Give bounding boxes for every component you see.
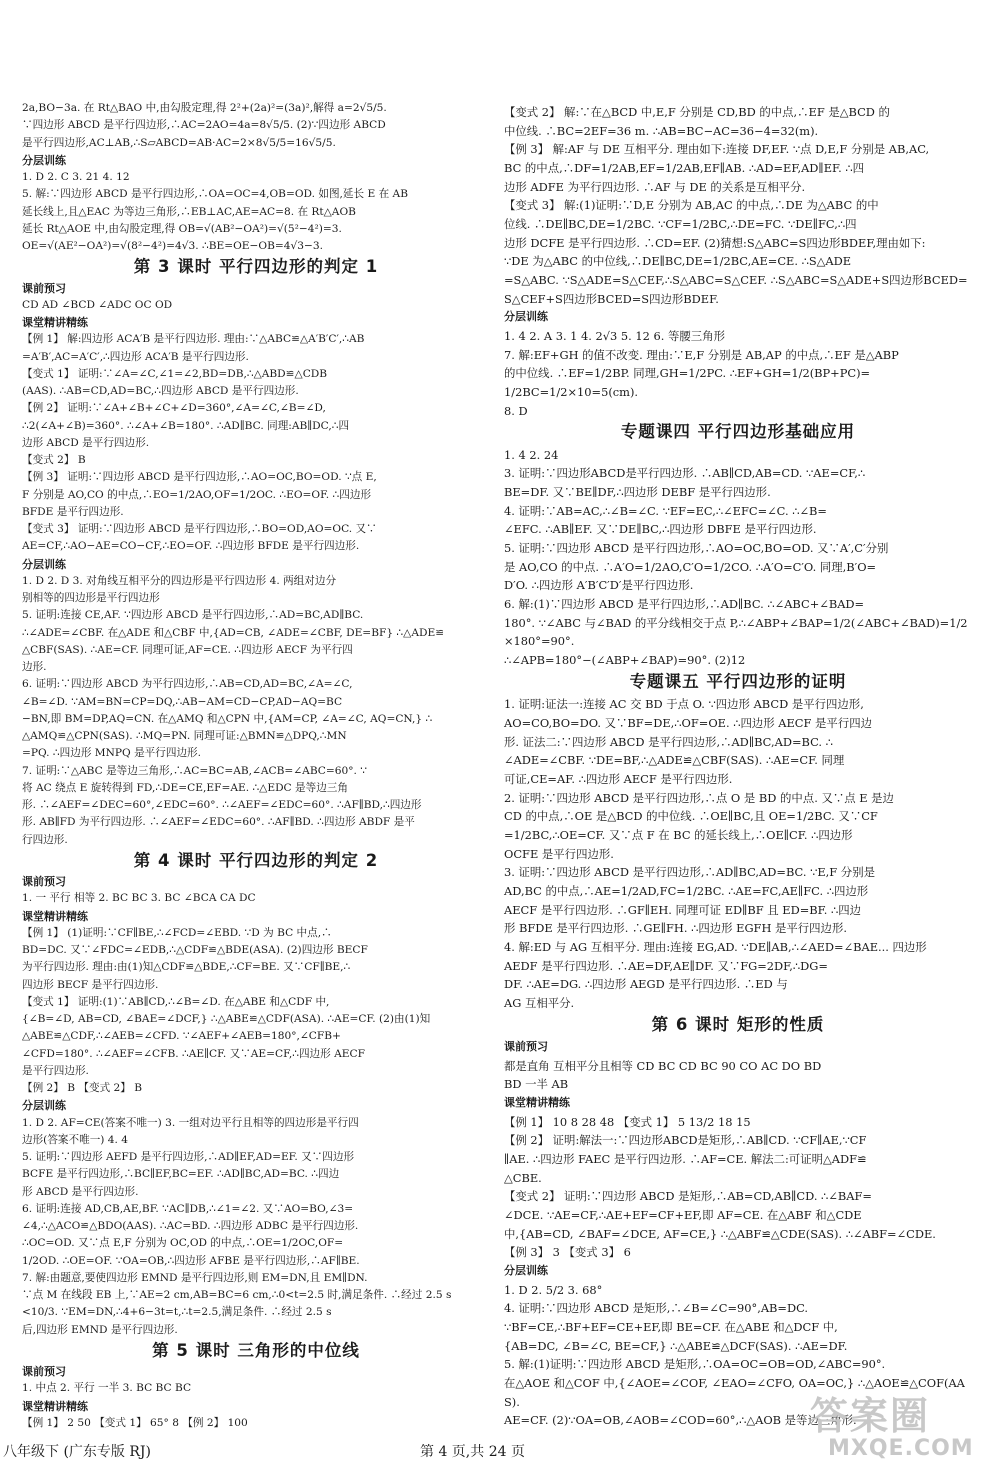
answer-line: 【变式 2】 解:∵在△BCD 中,E,F 分别是 CD,BD 的中点,∴EF 是△BCD 的 — [504, 105, 890, 119]
answer-line: 7. 解:EF+GH 的值不改变. 理由:∵E,F 分别是 AB,AP 的中点,∴EF 是△ABP — [504, 347, 899, 362]
answer-line: CD AD ∠BCD ∠ADC OC OD — [22, 298, 173, 311]
answer-line: 7. 证明:∵△ABC 是等边三角形,∴AC=BC=AB,∠ACB=∠ABC=60°. ∵ — [22, 764, 368, 777]
answer-line: 【变式 3】 证明:∵四边形 ABCD 是平行四边形,∴BO=OD,AO=OC. 又∵ — [22, 523, 377, 535]
answer-line: 后,四边形 EMND 是平行四边形. — [22, 1323, 178, 1336]
answer-line: BCFE 是平行四边形,∴BC∥EF,BC=EF. ∴AD∥BC,AD=BC. ∴四边 — [22, 1168, 340, 1181]
lesson-heading: 第 6 课时 矩形的性质 — [651, 1014, 825, 1034]
answer-line: 边形 DCFE 是平行四边形. ∴CD=EF. (2)猜想:S△ABC=S四边形BDEF,理由如下: — [504, 235, 926, 250]
answer-line: 1/2BC=1/2×10=5(cm). — [504, 384, 639, 399]
answer-line: 1/2OD. ∴OE=OF. ∵OA=OB,∴四边形 AFBE 是平行四边形,∴AF∥BE. — [22, 1254, 360, 1267]
section-label: 分层训练 — [504, 310, 548, 324]
answer-line: 4. 证明:∵四边形 ABCD 是矩形,∴∠B=∠C=90°,AB=DC. — [504, 1301, 809, 1316]
answer-line: 【例 2】 B 【变式 2】 B — [22, 1082, 143, 1094]
answer-line: 6. 证明:连接 AD,CB,AE,BF. ∵AC∥DB,∴∠1=∠2. 又∵AO=BO,∠3= — [22, 1202, 354, 1215]
answer-line: ∠B=∠D. ∵AM=BN=CP=DQ,∴AB−AM=CD−CP,AD−AQ=BC — [22, 695, 343, 708]
answer-line: 形 BFDE 是平行四边形. ∴GE∥FH. ∴四边形 EGFH 是平行四边形. — [504, 921, 847, 936]
answer-line: =1/2BC,∴OE=CF. 又∵点 F 在 BC 的延长线上,∴OE∥CF. ∴四边形 — [504, 827, 853, 842]
answer-line: 1. D 2. 5/2 3. 68° — [504, 1282, 603, 1297]
answer-line: 是平行四边形,AC⊥AB,∴S▱ABCD=AB·AC=2×8√5/5=16√5/5. — [22, 136, 336, 149]
answer-line: ∴2(∠A+∠B)=360°. ∴∠A+∠B=180°. ∴AD∥BC. 同理:AB∥DC,∴四 — [22, 419, 350, 432]
answer-line: 1. 一 平行 相等 2. BC BC 3. BC ∠BCA CA DC — [22, 892, 256, 905]
answer-line: △AMQ≌△CPN(SAS). ∴MQ=PN. 同理可证:△BMN≌△DPQ,∴MN — [22, 730, 347, 742]
answer-line: 1. 中点 2. 平行 一半 3. BC BC BC — [22, 1382, 192, 1395]
answer-line: 为平行四边形. 理由:由(1)知△CDF≌△BDE,∴CF=BE. 又∵CF∥BE,∴ — [22, 961, 351, 974]
answer-line: ∵点 M 在线段 EB 上,∵AE=2 cm,AB=BC=6 cm,∴0<t=2.5 时,满足条件. ∴经过 2.5 s — [22, 1289, 452, 1301]
answer-line: =PQ. ∴四边形 MNPQ 是平行四边形. — [22, 747, 202, 760]
answer-line: {AB=DC, ∠B=∠C, BE=CF,} ∴△ABE≌△DCF(SAS). ∴AE=DF. — [504, 1338, 848, 1353]
section-label: 课前预习 — [22, 875, 66, 888]
answer-line: 边形(答案不唯一) 4. 4 — [22, 1133, 129, 1146]
answer-line: 【例 2】 证明:∵∠A+∠B+∠C+∠D=360°,∠A=∠C,∠B=∠D, — [22, 402, 326, 415]
answer-line: 四边形 BECF 是平行四边形. — [22, 978, 159, 991]
section-label: 分层训练 — [22, 557, 66, 571]
answer-line: 4. 证明:∵AB=AC,∴∠B=∠C. ∵EF=EC,∴∠EFC=∠C. ∴∠B= — [504, 503, 827, 518]
answer-line: ∴OC=OD. 又∵点 E,F 分别为 OC,OD 的中点,∴OE=1/2OC,OF= — [22, 1237, 344, 1250]
answer-line: 【例 3】 解:AF 与 DE 互相平分. 理由如下:连接 DF,EF. ∵点 D,E,F 分别是 AB,AC, — [504, 142, 930, 157]
answer-line: 【变式 1】 证明:(1)∵AB∥CD,∴∠B=∠D. 在△ABE 和△CDF 中, — [22, 995, 330, 1008]
answer-line: =A′B′,AC=A′C′,∴四边形 ACA′B 是平行四边形. — [22, 350, 249, 363]
answer-line: AG 互相平分. — [504, 995, 575, 1010]
answer-line: 1. 4 2. A 3. 1 4. 2√3 5. 12 6. 等腰三角形 — [504, 328, 725, 343]
answer-line: AD,BC 的中点,∴AE=1/2AD,FC=1/2BC. ∴AE=FC,AE∥FC. ∴四边形 — [504, 883, 869, 898]
answer-line: ∠CFD=180°. ∴∠AEF=∠CFB. ∴AE∥CF. 又∵AE=CF,∴四边形 AECF — [22, 1047, 365, 1060]
answer-line: AEDF 是平行四边形. ∴AE=DF,AE∥DF. 又∵FG=2DF,∴DG= — [504, 958, 828, 973]
answer-line: OCFE 是平行四边形. — [504, 846, 614, 861]
answer-line: ∠ADE=∠CBF. ∵DE=BF,∴△ADE≌△CBF(SAS). ∴AE=CF. 同理 — [504, 753, 845, 768]
lesson-heading: 第 4 课时 平行四边形的判定 2 — [133, 850, 379, 870]
footer-page-number: 第 4 页,共 24 页 — [420, 1444, 525, 1460]
answer-line: 1. 4 2. 24 — [504, 447, 559, 462]
answer-line: F 分别是 AO,CO 的中点,∴EO=1/2AO,OF=1/2OC. ∴EO=OF. ∴四边形 — [22, 488, 372, 501]
answer-line: ∵DE 为△ABC 的中位线,∴DE∥BC,DE=1/2BC,AE=CE. ∴S△ADE — [504, 254, 852, 269]
answer-line: 1. D 2. C 3. 21 4. 12 — [22, 171, 130, 183]
answer-line: 4. 解:ED 与 AG 互相平分. 理由:连接 EG,AD. ∵DE∥AB,∴∠AED=∠BAE... 四边形 — [504, 939, 927, 954]
answer-line: BD 一半 AB — [504, 1077, 569, 1092]
answer-line: 将 AC 绕点 E 旋转得到 FD,∴DE=CE,EF=AE. ∴△EDC 是等边三角 — [22, 781, 348, 794]
answer-line: ∠4,∴△ACO≌△BDO(AAS). ∴AC=BD. ∴四边形 ADBC 是平行四边形. — [22, 1220, 359, 1232]
answer-line: 形. AB∥FD 为平行四边形. ∴∠AEF=∠EDC=60°. ∴AF∥BD. ∴四边形 ABDF 是平 — [22, 816, 415, 829]
answer-line: 在△AOE 和△COF 中,{∠AOE=∠COF, ∠EAO=∠CFO, OA=OC,} ∴△AOE≌△COF(AAS). — [504, 1375, 965, 1409]
section-label: 课前预习 — [22, 281, 66, 295]
answer-line: 3. 证明:∵四边形ABCD是平行四边形. ∴AB∥CD,AB=CD. ∵AE=CF,∴ — [504, 466, 866, 481]
section-label: 分层训练 — [22, 1099, 66, 1113]
answer-line: −BN,即 BM=DP,AQ=CN. 在△AMQ 和△CPN 中,{AM=CP, ∠A=∠C, AQ=CN,} ∴ — [22, 712, 433, 725]
answer-line: BC 的中点,∴DF=1/2AB,EF=1/2AB,EF∥AB. ∴AD=EF,AD∥EF. ∴四 — [504, 160, 865, 175]
answer-line: BE=DF. 又∵BE∥DF,∴四边形 DEBF 是平行四边形. — [504, 485, 771, 500]
answer-line: △CBF(SAS). ∴AE=CF. 同理可证,AF=CE. ∴四边形 AECF 为平行四 — [22, 643, 353, 656]
answer-line: AECF 是平行四边形. ∴GF∥EH. 同理可证 ED∥BF 且 ED=BF. ∴四边 — [504, 902, 862, 917]
answer-line: <10/3. ∵EM=DN,∴4+6−3t=t,∴t=2.5,满足条件. ∴经过 2.5 s — [22, 1306, 332, 1319]
answer-line: AE=CF,∴AO−AE=CO−CF,∴EO=OF. ∴四边形 BFDE 是平行四边形. — [22, 540, 360, 553]
answer-line: 5. 解:∵四边形 ABCD 是平行四边形,∴OA=OC=4,OB=OD. 如图,延长 E 在 AB — [22, 188, 408, 201]
answer-line: {∠B=∠D, AB=CD, ∠BAE=∠DCF,} ∴△ABE≌△CDF(ASA). ∴AE=CF. (2)由(1)知 — [22, 1013, 431, 1025]
answer-line: 的中位线. ∴EF=1/2BP. 同理,GH=1/2PC. ∴EF+GH=1/2(BP+PC)= — [504, 366, 871, 381]
answer-line: 边形 ADFE 为平行四边形. ∴AF 与 DE 的关系是互相平分. — [504, 179, 806, 194]
answer-line: 7. 解:由题意,要使四边形 EMND 是平行四边形,则 EM=DN,且 EM∥DN. — [22, 1271, 368, 1284]
answer-line: ∠DCE. ∵AE=CF,∴AE+EF=CF+EF,即 AF=CE. 在△ABF 和△CDE — [504, 1208, 862, 1223]
watermark-site-text: MXQE.COM — [828, 1436, 974, 1461]
answer-line: 位线. ∴DE∥BC,DE=1/2BC. ∵CF=1/2BC,∴DE=FC. ∵DE∥FC,∴四 — [504, 216, 857, 231]
answer-line: ∴∠ADE=∠CBF. 在△ADE 和△CBF 中,{AD=CB, ∠ADE=∠CBF, DE=BF} ∴△ADE≌ — [22, 626, 445, 639]
section-label: 分层训练 — [504, 1264, 548, 1278]
answer-line: 别相等的四边形是平行四边形 — [22, 592, 160, 604]
answer-line: ∴∠APB=180°−(∠ABP+∠BAP)=90°. (2)12 — [504, 653, 746, 668]
answer-line: OE=√(AE²−OA²)=√(8²−4²)=4√3. ∴BE=OE−OB=4√3−3. — [22, 240, 323, 252]
section-label: 课堂精讲精练 — [504, 1096, 570, 1110]
answer-line: D′O. ∴四边形 A′B′C′D′是平行四边形. — [504, 578, 694, 593]
answer-line: 1. 证明:证法一:连接 AC 交 BD 于点 O. ∵四边形 ABCD 是平行四边形, — [504, 697, 864, 712]
answer-line: 中位线. ∴BC=2EF=36 m. ∴AB=BC−AC=36−4=32(m). — [504, 123, 819, 138]
answer-line: 行四边形. — [22, 833, 68, 846]
right-column — [504, 103, 972, 1430]
answer-line: 180°. ∵∠ABC 与∠BAD 的平分线相交于点 P,∴∠ABP+∠BAP=1/2(∠ABC+∠BAD)=1/2×180°=90°. — [504, 615, 968, 649]
answer-line: 中,{AB=CD, ∠BAF=∠DCE, AF=CE,} ∴△ABF≌△CDE(SAS). ∴∠ABF=∠CDE. — [504, 1226, 936, 1241]
answer-line: 5. 证明:连接 CE,AF. ∵四边形 ABCD 是平行四边形,∴AD=BC,AD∥BC. — [22, 609, 364, 622]
answer-line: 6. 证明:∵四边形 ABCD 为平行四边形,∴AB=CD,AD=BC,∠A=∠C, — [22, 678, 353, 691]
section-label: 课堂精讲精练 — [22, 316, 88, 329]
answer-line: 延长 Rt△AOE 中,由勾股定理,得 OB=√(AB²−OA²)=√(5²−4²)=3. — [22, 222, 342, 235]
answer-line: 8. D — [504, 403, 528, 418]
answer-line: 形 ABCD 是平行四边形. — [22, 1185, 139, 1198]
left-column — [22, 100, 490, 1432]
answer-line: 5. 解:(1)证明:∵四边形 ABCD 是矩形,∴OA=OC=OB=OD,∠ABC=90°. — [504, 1357, 886, 1372]
answer-line: (AAS). ∴AB=CD,AD=BC,∴四边形 ABCD 是平行四边形. — [22, 385, 299, 397]
answer-line: =S△ABC. ∵S△ADE=S△CEF,∴S△ABC=S△CEF. ∴S△ABC=S△ADE+S四边形BCED=S△CEF+S四边形BCED=S四边形BDEF. — [504, 272, 968, 306]
answer-line: 【变式 2】 证明:∵四边形 ABCD 是矩形,∴AB=CD,AB∥CD. ∴∠BAF= — [504, 1189, 872, 1204]
answer-line: 【变式 3】 解:(1)证明:∵D,E 分别为 AB,AC 的中点,∴DE 为△ABC 的中 — [504, 198, 879, 213]
answer-line: 【例 3】 证明:∵四边形 ABCD 是平行四边形,∴AO=OC,BO=OD. ∵点 E, — [22, 471, 377, 484]
answer-line: 延长线上,且△EAC 为等边三角形,∴EB⊥AC,AE=AC=8. 在 Rt△AOB — [22, 205, 356, 218]
answer-line: △ABE≌△CDF,∴∠AEB=∠CFD. ∵∠AEF+∠AEB=180°,∠CFB+ — [22, 1030, 341, 1043]
answer-line: 【例 1】 解:四边形 ACA′B 是平行四边形. 理由:∵△ABC≌△A′B′C′,∴AB — [22, 333, 365, 346]
answer-line: 1. D 2. AF=CE(答案不唯一) 3. 一组对边平行且相等的四边形是平行四 — [22, 1116, 359, 1129]
answer-line: 5. 证明:∵四边形 AEFD 是平行四边形,∴AD∥EF,AD=EF. 又∵四边形 — [22, 1151, 355, 1163]
answer-line: 【变式 1】 证明:∵∠A=∠C,∠1=∠2,BD=DB,∴△ABD≌△CDB — [22, 367, 328, 380]
answer-line: 5. 证明:∵四边形 ABCD 是平行四边形,∴AO=OC,BO=OD. 又∵A′,C′分别 — [504, 541, 889, 556]
section-label: 课前预习 — [22, 1365, 66, 1378]
section-label: 课前预习 — [504, 1040, 548, 1054]
footer-book-label: 八年级下 (广东专版 RJ) — [3, 1444, 151, 1460]
answer-line: CD 的中点,∴OE 是△BCD 的中位线. ∴OE∥BC,且 OE=1/2BC. 又∵CF — [504, 809, 878, 824]
lesson-heading: 第 5 课时 三角形的中位线 — [152, 1340, 360, 1360]
answer-line: △CBE. — [504, 1170, 542, 1185]
answer-line: 【例 1】 2 50 【变式 1】 65° 8 【例 2】 100 — [22, 1416, 248, 1429]
answer-line: 边形. — [22, 661, 47, 673]
answer-line: 【例 1】 10 8 28 48 【变式 1】 5 13/2 18 15 — [504, 1114, 751, 1129]
lesson-heading: 专题课五 平行四边形的证明 — [629, 671, 847, 691]
answer-line: 【例 2】 证明:解法一:∵四边形ABCD是矩形,∴AB∥CD. ∵CF∥AE,∵CF — [504, 1133, 867, 1148]
answer-line: DF. ∴AE=DG. ∴四边形 AEGD 是平行四边形. ∴ED 与 — [504, 977, 788, 992]
answer-line: AO=CO,BO=DO. 又∵BF=DE,∴OF=OE. ∴四边形 AECF 是平行四边 — [504, 716, 872, 730]
answer-line: ∥AE. ∴四边形 FAEC 是平行四边形. ∴AF=CE. 解法二:可证明△ADF≌ — [504, 1152, 867, 1167]
answer-line: 1. D 2. D 3. 对角线互相平分的四边形是平行四边形 4. 两组对边分 — [22, 574, 337, 587]
answer-line: ∵四边形 ABCD 是平行四边形,∴AC=2AO=4a=8√5/5. (2)∵四边形 ABCD — [22, 119, 386, 132]
answer-line: 是平行四边形. — [22, 1064, 89, 1077]
section-label: 课堂精讲精练 — [22, 909, 88, 923]
answer-line: 2a,BO−3a. 在 Rt△BAO 中,由勾股定理,得 2²+(2a)²=(3a)²,解得 a=2√5/5. — [22, 102, 387, 114]
answer-line: 形. 证法二:∵四边形 ABCD 是平行四边形,∴AD∥BC,AD=BC. ∴ — [504, 734, 833, 749]
section-label: 课堂精讲精练 — [22, 1399, 88, 1413]
answer-line: 3. 证明:∵四边形 ABCD 是平行四边形,∴AD∥BC,AD=BC. ∵E,F 分别是 — [504, 865, 875, 880]
answer-line: 形. ∴∠AEF=∠DEC=60°,∠EDC=60°. ∴∠AEF=∠EDC=60°. ∴AF∥BD,∴四边形 — [22, 799, 422, 811]
answer-line: 6. 解:(1)∵四边形 ABCD 是平行四边形,∴AD∥BC. ∴∠ABC+∠BAD= — [504, 597, 865, 612]
watermark-logo-text: 答案圈 — [810, 1394, 931, 1438]
answer-line: 都是直角 互相平分且相等 CD BC CD BC 90 CO AC DO BD — [504, 1058, 822, 1073]
answer-line: 是 AO,CO 的中点. ∴A′O=1/2AO,C′O=1/2CO. ∴A′O=C′O. 同理,B′O= — [504, 559, 877, 574]
answer-line: ∠EFC. ∴AB∥EF. 又∵DE∥BC,∴四边形 DBFE 是平行四边形. — [504, 522, 817, 537]
answer-line: 【例 3】 3 【变式 3】 6 — [504, 1245, 631, 1260]
answer-line: ∵BF=CE,∴BF+EF=CE+EF,即 BE=CF. 在△ABE 和△DCF 中, — [504, 1320, 838, 1334]
answer-line: 【变式 2】 B — [22, 454, 86, 466]
section-label: 分层训练 — [22, 153, 66, 167]
watermark-logo — [810, 1385, 990, 1465]
answer-line: 边形 ABCD 是平行四边形. — [22, 436, 150, 449]
answer-line: BFDE 是平行四边形. — [22, 505, 124, 518]
answer-line: 【例 1】 (1)证明:∵CF∥BE,∴∠FCD=∠EBD. ∵D 为 BC 中点,∴ — [22, 926, 332, 939]
answer-line: 可证,CE=AF. ∴四边形 AECF 是平行四边形. — [504, 771, 733, 786]
answer-line: AE=CF. (2)∵OA=OB,∠AOB=∠COD=60°,∴△AOB 是等边三角形. — [504, 1413, 857, 1428]
lesson-heading: 专题课四 平行四边形基础应用 — [620, 422, 856, 442]
lesson-heading: 第 3 课时 平行四边形的判定 1 — [133, 257, 379, 277]
answer-line: BD=DC. 又∵∠FDC=∠EDB,∴△CDF≌△BDE(ASA). (2)四边形 BECF — [22, 944, 368, 956]
answer-line: 2. 证明:∵四边形 ABCD 是平行四边形,∴点 O 是 BD 的中点. 又∵点 E 是边 — [504, 790, 894, 805]
